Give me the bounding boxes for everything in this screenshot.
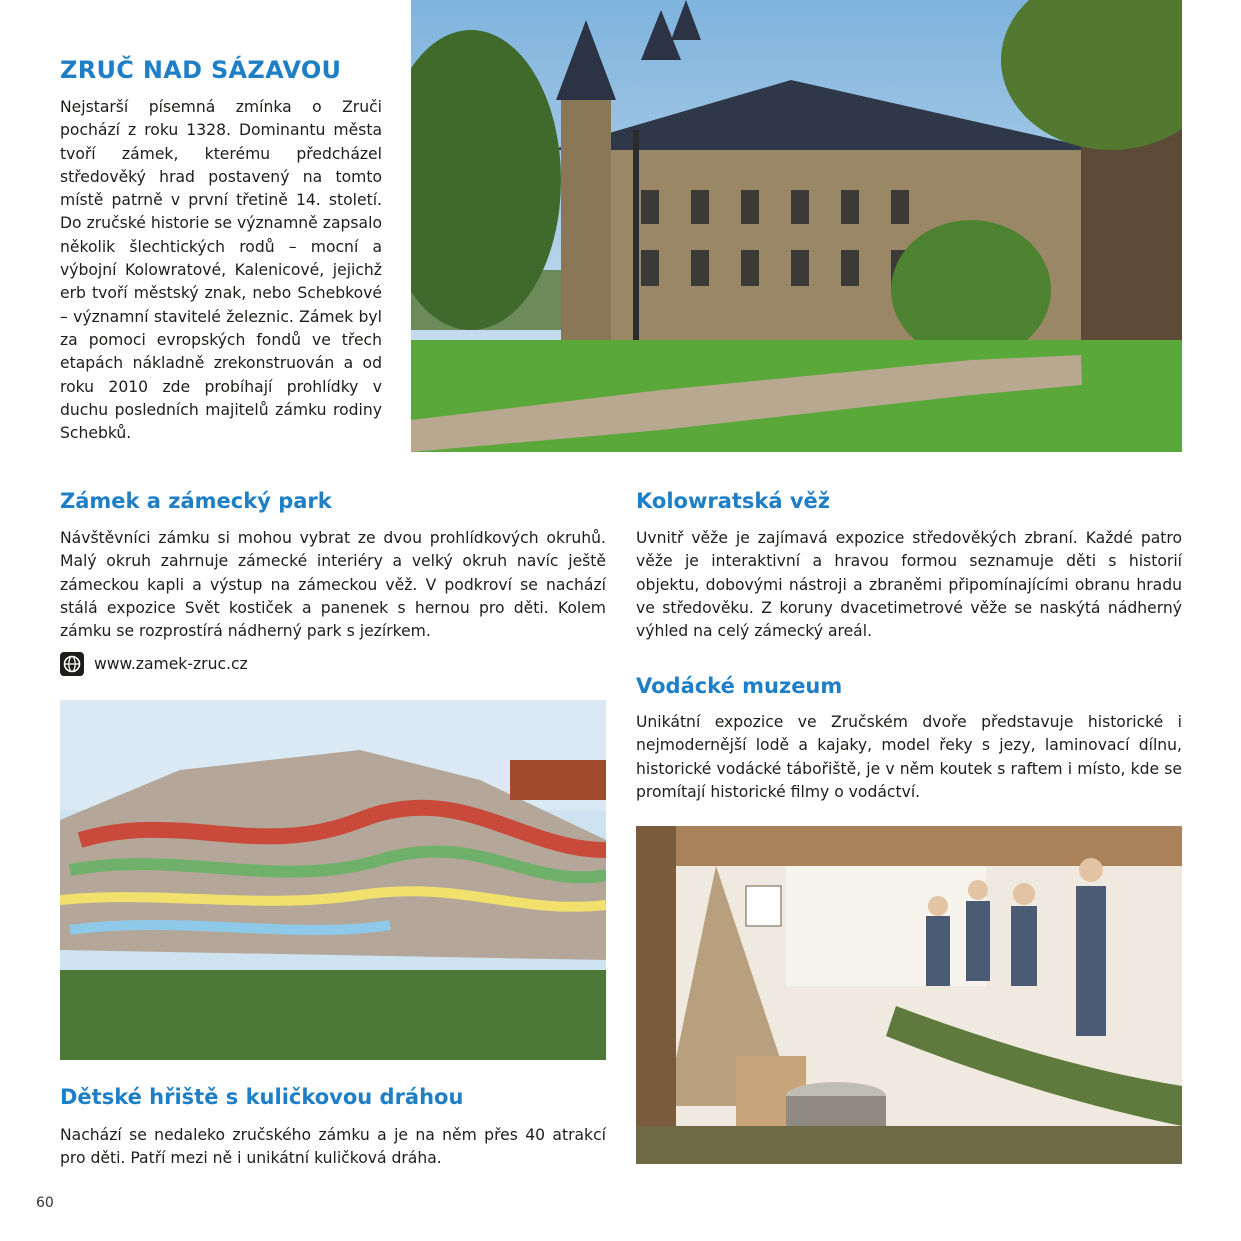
castle-park-text: Návštěvníci zámku si mohou vybrat ze dvou prohlídkových okruhů. Malý okruh zahrnuje zámecké interiéry a velký okruh navíc ještě zámeckou kapli a výstup na zámeckou věž. V podkroví se nachází stálá expozice Svět kostiček a panenek s hernou pro děti. Kolem zámku se rozprostírá nádherný park s jezírkem. xyxy=(60,529,606,641)
playground-photo xyxy=(60,700,606,1060)
playground-heading: Dětské hřiště s kuličkovou dráhou xyxy=(60,1085,464,1109)
page-number: 60 xyxy=(36,1195,54,1211)
museum-photo xyxy=(636,826,1182,1164)
page-title: ZRUČ NAD SÁZAVOU xyxy=(60,56,342,84)
playground-text: Nachází se nedaleko zručského zámku a je na něm přes 40 atrakcí pro děti. Patří mezi ně i unikátní kuličková dráha. xyxy=(60,1126,606,1168)
website-row xyxy=(60,652,248,676)
tower-heading: Kolowratská věž xyxy=(636,489,831,513)
museum-text: Unikátní expozice ve Zručském dvoře představuje historické i nejmodernější lodě a kajaky, model řeky s jezy, laminovací dílnu, historické vodácké tábořiště, je v něm koutek s raftem i místo, kde se promítají historické filmy o vodáctví. xyxy=(636,713,1182,801)
globe-icon xyxy=(60,652,84,676)
museum-heading: Vodácké muzeum xyxy=(636,674,843,698)
tower-text: Uvnitř věže je zajímavá expozice středověkých zbraní. Každé patro věže je interaktivní a hravou formou seznamuje děti s historií objektu, dobovými nástroji a zbraněmi připomínajícími obranu hradu ve středověku. Z koruny dvacetimetrové věže se naskýtá nádherný výhled na celý zámecký areál. xyxy=(636,529,1182,641)
intro-text: Nejstarší písemná zmínka o Zruči pochází z roku 1328. Dominantu města tvoří zámek, kterému předcházel středověký hrad postavený na tomto místě patrně v první třetině 14. století. Do zručské historie se významně zapsalo několik šlechtických rodů – mocní a výbojní Kolowratové, Kalenicové, jejichž erb tvoří městský znak, nebo Schebkové – významní stavitelé železnic. Zámek byl za pomoci evropských fondů ve třech etapách nákladně zrekonstruován a od roku 2010 zde probíhají prohlídky v duchu posledních majitelů zámku rodiny Schebků. xyxy=(60,98,382,443)
website-link[interactable]: www.zamek-zruc.cz xyxy=(94,655,248,673)
castle-photo xyxy=(411,0,1182,452)
castle-park-heading: Zámek a zámecký park xyxy=(60,489,332,513)
